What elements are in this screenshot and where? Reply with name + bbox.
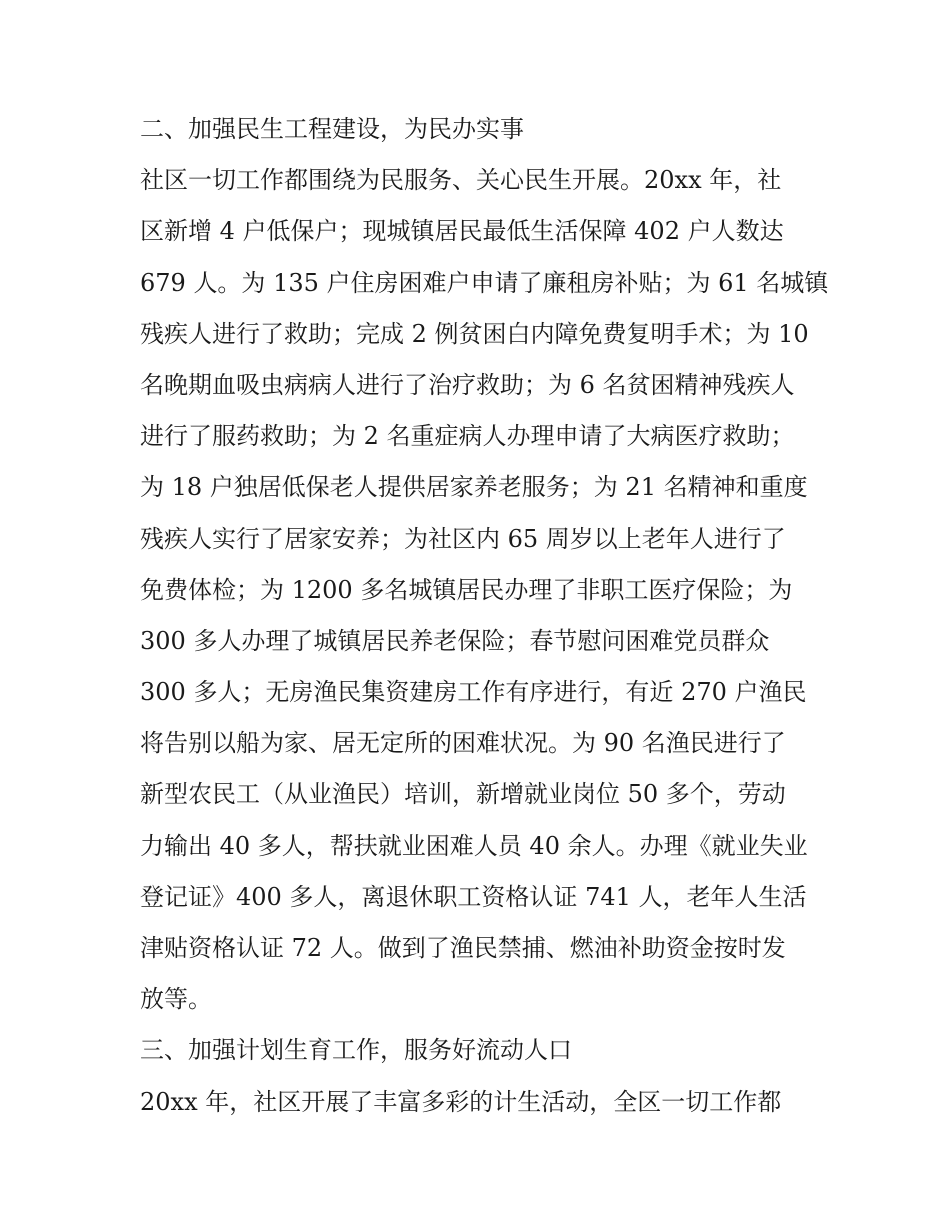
- text-line: 将告别以船为家、居无定所的困难状况。为 90 名渔民进行了: [140, 729, 786, 758]
- text-line: 津贴资格认证 72 人。做到了渔民禁捕、燃油补助资金按时发: [140, 934, 786, 962]
- text-line: 300 多人；无房渔民集资建房工作有序进行，有近 270 户渔民: [140, 678, 807, 707]
- section-heading-3: 三、加强计划生育工作，服务好流动人口: [140, 1036, 572, 1065]
- text-line: 679 人。为 135 户住房困难户申请了廉租房补贴；为 61 名城镇: [140, 268, 829, 297]
- text-line: 残疾人进行了救助；完成 2 例贫困白内障免费复明手术；为 10: [140, 319, 809, 348]
- text-line: 新型农民工（从业渔民）培训，新增就业岗位 50 多个，劳动: [140, 780, 786, 809]
- text-line: 放等。: [140, 985, 212, 1014]
- text-line: 免费体检；为 1200 多名城镇居民办理了非职工医疗保险；为: [140, 575, 793, 604]
- text-line: 名晚期血吸虫病病人进行了治疗救助；为 6 名贫困精神残疾人: [140, 370, 795, 399]
- text-line: 区新增 4 户低保户；现城镇居民最低生活保障 402 户人数达: [140, 217, 784, 246]
- document-body: [140, 104, 829, 1128]
- text-line: 为 18 户独居低保老人提供居家养老服务；为 21 名精神和重度: [140, 473, 808, 502]
- text-line: 登记证》400 多人，离退休职工资格认证 741 人，老年人生活: [140, 882, 807, 911]
- text-line: 进行了服药救助；为 2 名重症病人办理申请了大病医疗救助；: [140, 422, 795, 451]
- text-line: 力输出 40 多人，帮扶就业困难人员 40 余人。办理《就业失业: [140, 831, 808, 860]
- text-line: 社区一切工作都围绕为民服务、关心民生开展。20xx 年，社: [140, 166, 782, 195]
- text-line: 300 多人办理了城镇居民养老保险；春节慰问困难党员群众: [140, 626, 770, 655]
- text-line: 残疾人实行了居家安养；为社区内 65 周岁以上老年人进行了: [140, 524, 786, 553]
- section-heading-2: 二、加强民生工程建设，为民办实事: [140, 115, 524, 143]
- text-line: 20xx 年，社区开展了丰富多彩的计生活动，全区一切工作都: [140, 1087, 782, 1116]
